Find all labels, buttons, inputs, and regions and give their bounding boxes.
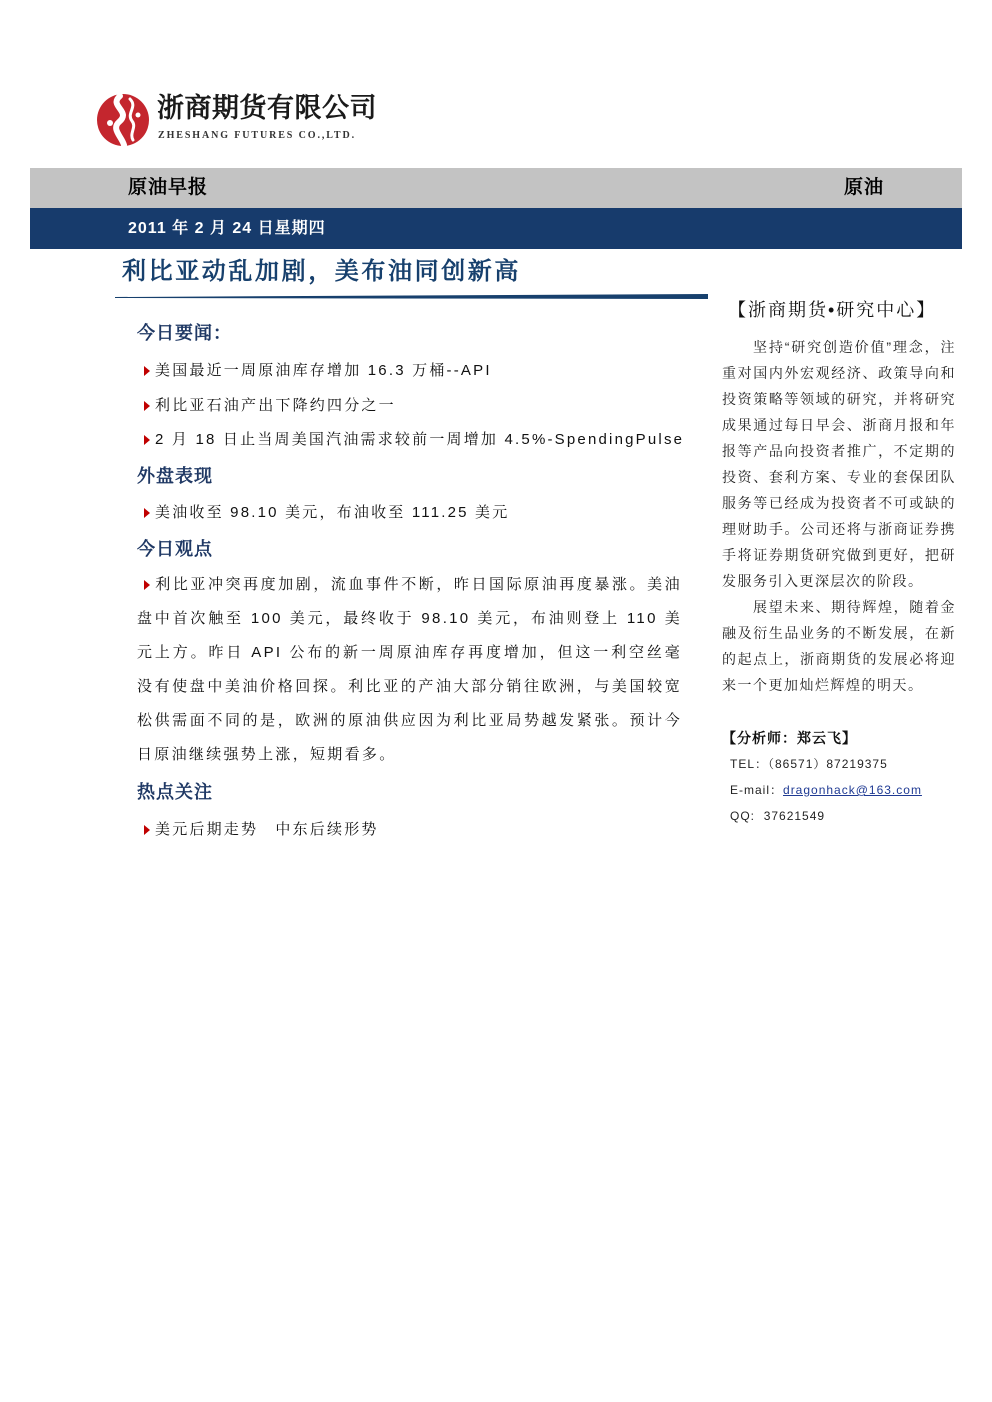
bullet-arrow-icon (144, 825, 150, 835)
sidebar-intro (722, 334, 956, 698)
company-logo-icon (96, 93, 150, 147)
focus-item-text: 美元后期走势 中东后续形势 (155, 821, 379, 838)
list-item (144, 430, 684, 450)
sidebar-paragraph: 展望未来、期待辉煌，随着金融及衍生品业务的不断发展，在新的起点上，浙商期货的发展必将迎来一个更加灿烂辉煌的明天。 (722, 599, 956, 693)
news-item-text: 利比亚石油产出下降约四分之一 (155, 397, 396, 414)
date-bar (30, 208, 962, 249)
section-heading-focus: 热点关注 (137, 782, 213, 802)
analyst-name: 【分析师：郑云飞】 (722, 730, 857, 746)
report-name: 原油早报 (128, 177, 209, 198)
section-heading-overseas: 外盘表现 (137, 466, 213, 486)
qq-number: 37621549 (763, 809, 826, 823)
bullet-arrow-icon (144, 435, 150, 445)
overseas-item-text: 美油收至 98.10 美元，布油收至 111.25 美元 (155, 504, 510, 521)
contact-qq (730, 808, 825, 824)
view-paragraph (137, 568, 682, 772)
news-item-text: 2 月 18 日止当周美国汽油需求较前一周增加 4.5%-SpendingPulse (155, 431, 685, 448)
title-underline (115, 292, 710, 302)
company-name-cn: 浙商期货有限公司 (157, 93, 377, 124)
bullet-arrow-icon (144, 401, 150, 411)
contact-tel: TEL：（86571）87219375 (730, 757, 888, 771)
report-header-bar (30, 168, 962, 208)
email-link[interactable]: dragonhack@163.com (783, 783, 922, 797)
bullet-arrow-icon (144, 508, 150, 518)
list-item (144, 396, 396, 416)
bullet-arrow-icon (144, 366, 150, 376)
qq-label: QQ: (730, 809, 756, 823)
list-item (144, 361, 492, 381)
section-heading-view: 今日观点 (137, 539, 213, 559)
email-label: E-mail： (730, 783, 784, 797)
list-item (144, 820, 379, 840)
report-date: 2011 年 2 月 24 日星期四 (128, 220, 326, 237)
bullet-arrow-icon (144, 580, 150, 590)
sidebar-heading: 【浙商期货•研究中心】 (728, 300, 937, 320)
report-category: 原油 (843, 177, 884, 198)
news-item-text: 美国最近一周原油库存增加 16.3 万桶--API (155, 362, 492, 379)
section-heading-news: 今日要闻： (137, 323, 232, 343)
contact-email (730, 782, 922, 798)
list-item (144, 503, 509, 523)
sidebar-paragraph: 坚持“研究创造价值”理念，注重对国内外宏观经济、政策导向和投资策略等领域的研究，并将研究成果通过每日早会、浙商月报和年报等产品向投资者推广，不定期的投资、套利方案、专业的套保团队服务等已经成为投资者不可或缺的理财助手。公司还将与浙商证券携手将证券期货研究做到更好，把研发服务引入更深层次的阶段。 (722, 339, 956, 589)
view-paragraph-text: 利比亚冲突再度加剧，流血事件不断，昨日国际原油再度暴涨。美油盘中首次触至 100 美元，最终收于 98.10 美元，布油则登上 110 美元上方。昨日 API 公布的新一周原油库存再度增加，但这一利空丝毫没有使盘中美油价格回探。利比亚的产油大部分销往欧洲，与美国较宽松供需面不同的是，欧洲的原油供应因为利比亚局势越发紧张。预计今日原油继续强势上涨，短期看多。 (137, 576, 682, 763)
page-title: 利比亚动乱加剧，美布油同创新高 (122, 258, 521, 285)
company-name-en: ZHESHANG FUTURES CO.,LTD. (158, 130, 356, 141)
